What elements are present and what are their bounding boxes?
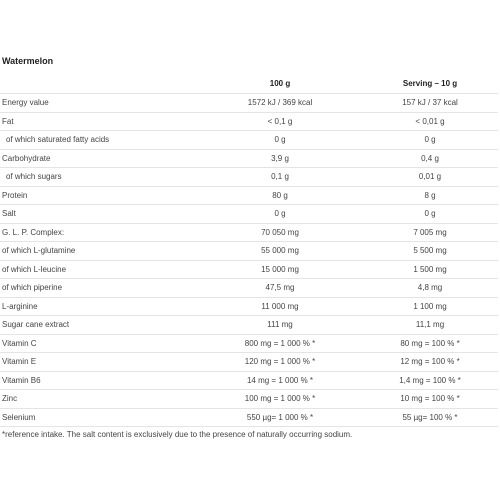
nutrient-label: Selenium bbox=[0, 408, 198, 427]
table-row bbox=[0, 371, 498, 390]
nutrient-label: of which L-leucine bbox=[0, 260, 198, 279]
nutrient-label: Vitamin B6 bbox=[0, 371, 198, 390]
value-per-100g: 111 mg bbox=[198, 316, 362, 335]
table-row bbox=[0, 353, 498, 372]
value-per-100g: 0 g bbox=[198, 131, 362, 150]
table-row bbox=[0, 242, 498, 261]
value-per-serving: 0 g bbox=[362, 131, 498, 150]
nutrient-label: Carbohydrate bbox=[0, 149, 198, 168]
table-row bbox=[0, 186, 498, 205]
header-nutrient bbox=[0, 74, 198, 94]
value-per-100g: 120 mg = 1 000 % * bbox=[198, 353, 362, 372]
value-per-100g: 1572 kJ / 369 kcal bbox=[198, 94, 362, 113]
nutrition-table bbox=[0, 74, 498, 427]
value-per-serving: 0,01 g bbox=[362, 168, 498, 187]
nutrient-label: of which sugars bbox=[0, 168, 198, 187]
value-per-serving: 157 kJ / 37 kcal bbox=[362, 94, 498, 113]
value-per-100g: 15 000 mg bbox=[198, 260, 362, 279]
table-row bbox=[0, 168, 498, 187]
product-title: Watermelon bbox=[2, 56, 54, 66]
value-per-serving: 11,1 mg bbox=[362, 316, 498, 335]
value-per-serving: 0 g bbox=[362, 205, 498, 224]
value-per-100g: 550 µg= 1 000 % * bbox=[198, 408, 362, 427]
nutrient-label: Energy value bbox=[0, 94, 198, 113]
table-row bbox=[0, 149, 498, 168]
value-per-100g: 14 mg = 1 000 % * bbox=[198, 371, 362, 390]
table-row bbox=[0, 112, 498, 131]
value-per-100g: 800 mg = 1 000 % * bbox=[198, 334, 362, 353]
value-per-serving: 0,4 g bbox=[362, 149, 498, 168]
table-row bbox=[0, 390, 498, 409]
value-per-100g: 100 mg = 1 000 % * bbox=[198, 390, 362, 409]
footnote: *reference intake. The salt content is exclusively due to the presence of naturally occurring sodium. bbox=[2, 430, 353, 439]
value-per-serving: 4,8 mg bbox=[362, 279, 498, 298]
value-per-serving: 1 500 mg bbox=[362, 260, 498, 279]
value-per-serving: 8 g bbox=[362, 186, 498, 205]
value-per-100g: 3,9 g bbox=[198, 149, 362, 168]
value-per-serving: 1 100 mg bbox=[362, 297, 498, 316]
value-per-serving: 1,4 mg = 100 % * bbox=[362, 371, 498, 390]
table-row bbox=[0, 94, 498, 113]
table-header-row bbox=[0, 74, 498, 94]
nutrient-label: Salt bbox=[0, 205, 198, 224]
nutrient-label: of which piperine bbox=[0, 279, 198, 298]
value-per-100g: 0 g bbox=[198, 205, 362, 224]
value-per-serving: 55 µg= 100 % * bbox=[362, 408, 498, 427]
nutrient-label: Vitamin E bbox=[0, 353, 198, 372]
value-per-serving: 10 mg = 100 % * bbox=[362, 390, 498, 409]
value-per-serving: 5 500 mg bbox=[362, 242, 498, 261]
nutrient-label: of which saturated fatty acids bbox=[0, 131, 198, 150]
value-per-100g: 80 g bbox=[198, 186, 362, 205]
nutrient-label: Protein bbox=[0, 186, 198, 205]
value-per-100g: < 0,1 g bbox=[198, 112, 362, 131]
value-per-serving: < 0,01 g bbox=[362, 112, 498, 131]
value-per-serving: 80 mg = 100 % * bbox=[362, 334, 498, 353]
table-row bbox=[0, 297, 498, 316]
nutrient-label: Sugar cane extract bbox=[0, 316, 198, 335]
nutrient-label: L-arginine bbox=[0, 297, 198, 316]
value-per-100g: 11 000 mg bbox=[198, 297, 362, 316]
nutrient-label: Zinc bbox=[0, 390, 198, 409]
value-per-100g: 70 050 mg bbox=[198, 223, 362, 242]
table-row bbox=[0, 279, 498, 298]
nutrient-label: of which L-glutamine bbox=[0, 242, 198, 261]
table-row bbox=[0, 260, 498, 279]
value-per-serving: 7 005 mg bbox=[362, 223, 498, 242]
table-row bbox=[0, 316, 498, 335]
header-per-serving: Serving – 10 g bbox=[362, 74, 498, 94]
table-row bbox=[0, 334, 498, 353]
nutrient-label: Fat bbox=[0, 112, 198, 131]
value-per-100g: 0,1 g bbox=[198, 168, 362, 187]
table-row bbox=[0, 408, 498, 427]
value-per-100g: 55 000 mg bbox=[198, 242, 362, 261]
header-per-100g: 100 g bbox=[198, 74, 362, 94]
table-row bbox=[0, 131, 498, 150]
table-row bbox=[0, 205, 498, 224]
value-per-serving: 12 mg = 100 % * bbox=[362, 353, 498, 372]
value-per-100g: 47,5 mg bbox=[198, 279, 362, 298]
nutrient-label: Vitamin C bbox=[0, 334, 198, 353]
table-row bbox=[0, 223, 498, 242]
nutrient-label: G. L. P. Complex: bbox=[0, 223, 198, 242]
